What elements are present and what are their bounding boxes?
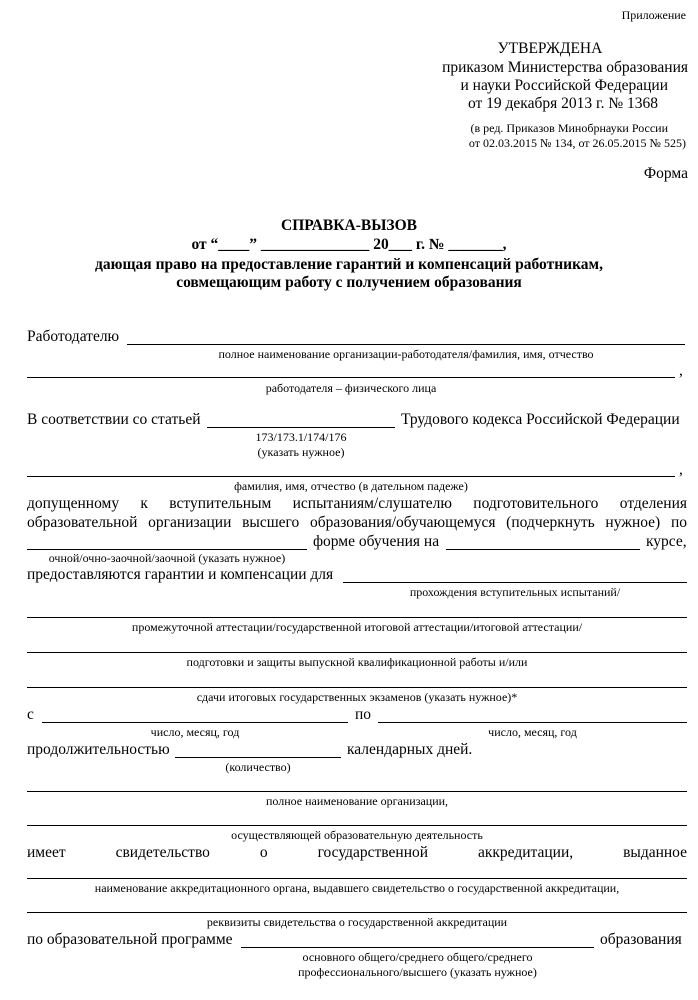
organization-field-2[interactable] [27,825,687,826]
purpose-field-3[interactable] [27,652,687,653]
duration-prefix: продолжительностью [27,741,170,758]
course-suffix: курсе, [646,533,687,550]
course-field[interactable] [446,549,640,550]
program-hint1: основного общего/среднего общего/среднего [302,950,533,964]
purpose-field-1[interactable] [343,582,687,583]
has-certificate-line: имеет свидетельство о государственной аккредитации, выданное [27,844,687,861]
purpose-hint3: подготовки и защиты выпускной квалификационной работы и/или [186,655,528,669]
purpose-field-4[interactable] [27,687,687,688]
program-prefix: по образовательной программе [27,931,233,948]
order-line1: приказом Министерства образования [442,59,688,76]
accred-hint1: наименование аккредитационного органа, выдавшего свидетельство о государственной аккредитации, [94,881,620,895]
accred-hint2: реквизиты свидетельства о государственной аккредитации [206,915,508,929]
program-field[interactable] [241,947,594,948]
employer-label: Работодателю [27,328,120,345]
purpose-hint2: промежуточной аттестации/государственной итоговой аттестации/итоговой аттестации/ [131,620,583,634]
program-hint2: профессионального/высшего (указать нужное) [298,965,537,979]
study-form-field[interactable] [27,549,307,550]
doc-title: СПРАВКА-ВЫЗОВ [281,217,417,234]
article-hint1: 173/173.1/174/176 [255,430,347,444]
article-prefix: В соответствии со статьей [27,411,201,428]
org-hint1: полное наименование организации, [265,794,449,808]
duration-suffix: календарных дней. [347,741,473,758]
organization-field[interactable] [27,791,687,792]
article-suffix: Трудового кодекса Российской Федерации [401,411,680,428]
order-line3: от 19 декабря 2013 г. № 1368 [467,95,658,112]
admitted-line1: допущенному к вступительным испытаниям/слушателю подготовительного отделения [27,495,687,512]
date-from-hint: число, месяц, год [150,725,240,739]
accreditation-field-2[interactable] [27,912,687,913]
from-label: с [27,706,34,723]
edit-line1: (в ред. Приказов Минобрнауки России [470,121,668,135]
date-to-hint: число, месяц, год [488,725,577,739]
date-from-field[interactable] [42,722,348,723]
employer-field[interactable] [127,344,685,345]
doc-subtitle-line2: совмещающим работу с получением образования [176,274,522,291]
accreditation-field[interactable] [27,878,687,879]
purpose-hint1: прохождения вступительных испытаний/ [409,585,621,599]
edit-line2: от 02.03.2015 № 134, от 26.05.2015 № 525) [468,136,686,150]
article-hint2: (указать нужное) [257,445,345,459]
form-label: Форма [643,165,688,182]
to-label: по [355,706,372,723]
study-form-mid: форме обучения на [313,533,440,550]
employer-hint1: полное наименование организации-работодателя/фамилия, имя, отчество [218,347,594,361]
program-suffix: образования [600,931,682,948]
doc-title-date: от “____” ______________ 20___ г. № _______, [191,236,507,253]
doc-subtitle-line1: дающая право на предоставление гарантий и компенсаций работникам, [95,256,603,273]
guarantees-prefix: предоставляются гарантии и компенсации для [27,566,334,583]
approved-label: УТВЕРЖДЕНА [497,40,603,57]
order-line2: и науки Российской Федерации [460,77,668,94]
study-form-hint: очной/очно-заочной/заочной (указать нужное) [48,551,286,565]
org-hint2: осуществляющей образовательную деятельность [231,828,483,842]
duration-field[interactable] [175,757,341,758]
appendix-label: Приложение [621,8,686,22]
admitted-line2: образовательной организации высшего образования/обучающемуся (подчеркнуть нужное) по [27,514,687,531]
employer-field-2[interactable] [27,377,675,378]
employer-hint2: работодателя – физического лица [265,381,437,395]
date-to-field[interactable] [378,722,687,723]
employee-name-field[interactable] [27,476,675,477]
article-field[interactable] [207,427,395,428]
purpose-field-2[interactable] [27,617,687,618]
purpose-hint4: сдачи итоговых государственных экзаменов (указать нужное)* [196,690,518,704]
quantity-hint: (количество) [225,760,291,774]
employee-name-hint: фамилия, имя, отчество (в дательном падеже) [234,479,468,493]
